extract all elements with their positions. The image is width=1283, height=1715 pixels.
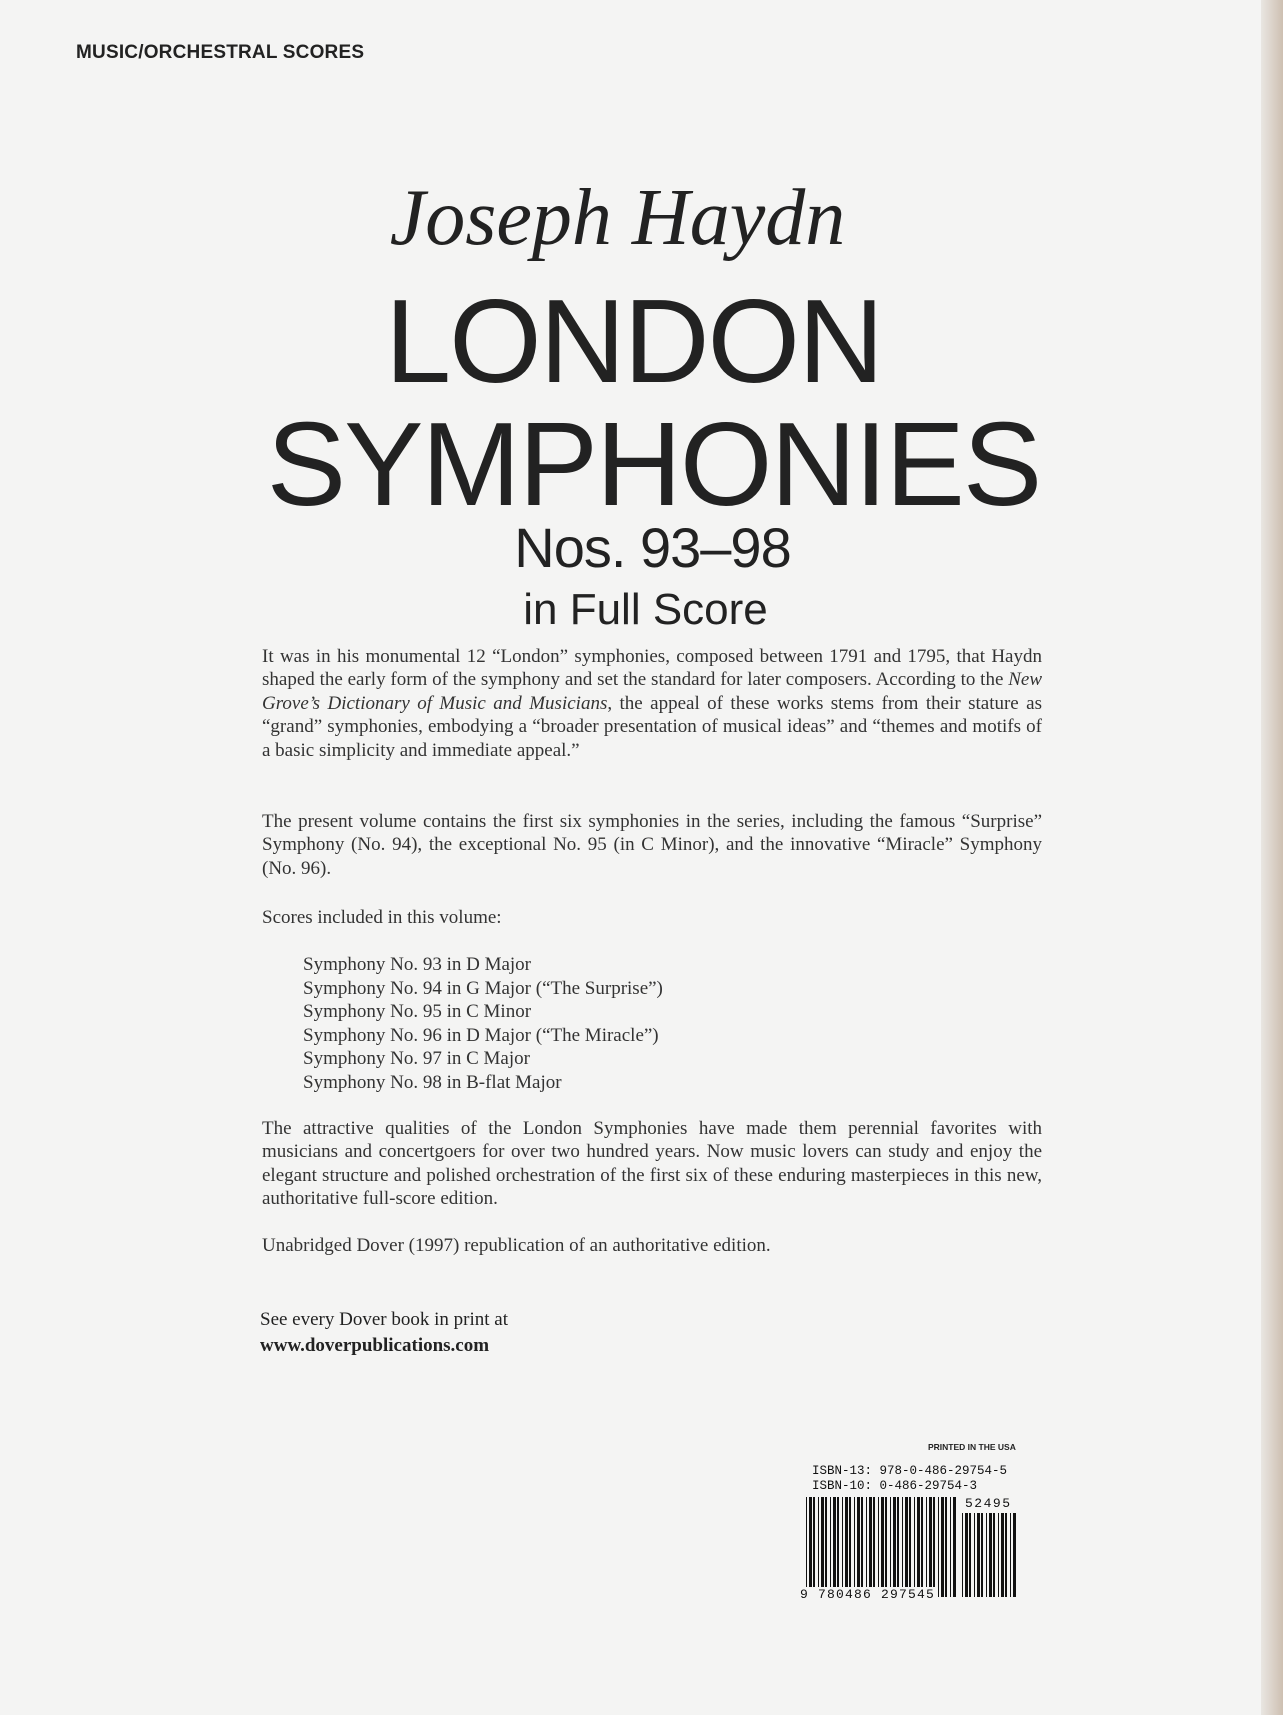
- barcode-bar: [974, 1513, 975, 1597]
- barcode-bar: [953, 1497, 956, 1597]
- barcode-bar: [837, 1497, 839, 1597]
- barcode-addon-digits: 52495: [965, 1496, 1012, 1511]
- edition-note: Unabridged Dover (1997) republication of an authoritative edition.: [262, 1235, 771, 1256]
- barcode-bar: [989, 1513, 992, 1597]
- symphony-numbers: Nos. 93–98: [514, 516, 791, 579]
- barcode-bar: [869, 1497, 872, 1597]
- description-paragraph-4: The attractive qualities of the London Symphonies have made them perennial favorites with musicians and concertgoers for over two hundred years. Now music lovers can study and enjoy the elegant structure and polished orchestration of the first six of these enduring masterpieces in this new, authoritative full-score edition.: [262, 1118, 1042, 1210]
- barcode-bar: [845, 1497, 848, 1597]
- barcode-bar: [977, 1513, 980, 1597]
- barcode-bar: [857, 1497, 860, 1597]
- barcode-bar: [813, 1497, 815, 1597]
- barcode-bar: [933, 1497, 935, 1597]
- title-line-1: LONDON: [384, 275, 883, 408]
- barcode-bar: [950, 1497, 951, 1597]
- subtitle: in Full Score: [523, 585, 768, 634]
- isbn-block: [812, 1464, 1007, 1494]
- barcode-bar: [909, 1497, 911, 1597]
- barcode-bar: [962, 1513, 963, 1597]
- score-item: Symphony No. 93 in D Major: [303, 954, 531, 975]
- p1-text-start: It was in his monumental 12 “London” symphonies, composed between 1791 and 1795, that Haydn shaped the early form of the symphony and set the standard for later composers. According to the: [262, 646, 1042, 691]
- barcode-bar: [965, 1513, 968, 1597]
- barcode-bar: [809, 1497, 812, 1597]
- barcode-bar: [866, 1497, 867, 1597]
- barcode-bar: [821, 1497, 824, 1597]
- barcode-bar: [921, 1497, 923, 1597]
- barcode-bar: [981, 1513, 983, 1597]
- barcode-bar: [969, 1513, 971, 1597]
- barcode-bar: [842, 1497, 843, 1597]
- score-item: Symphony No. 96 in D Major (“The Miracle”): [303, 1024, 659, 1046]
- barcode-bar: [938, 1497, 939, 1597]
- barcode-bar: [833, 1497, 836, 1597]
- barcode-bar: [926, 1497, 927, 1597]
- barcode-bar: [917, 1497, 920, 1597]
- barcode-bar: [998, 1513, 999, 1597]
- barcode-bar: [878, 1497, 879, 1597]
- barcode-ean-digits: 9 780486 297545: [800, 1587, 936, 1602]
- barcode-bar: [1010, 1513, 1011, 1597]
- barcode-bar: [905, 1497, 908, 1597]
- website-url[interactable]: www.doverpublications.com: [260, 1335, 490, 1356]
- barcode-bar: [861, 1497, 863, 1597]
- barcode-bar: [914, 1497, 915, 1597]
- p1-book-title: New Grove’s Dictionary of Music and Musicians: [262, 669, 1042, 714]
- title-line-2: SYMPHONIES: [266, 398, 1041, 531]
- score-item: Symphony No. 98 in B-flat Major: [303, 1071, 562, 1093]
- scores-list: [303, 953, 663, 1095]
- scores-intro: Scores included in this volume:: [262, 907, 502, 928]
- barcode-bar: [825, 1497, 827, 1597]
- printed-in-label: PRINTED IN THE USA: [928, 1442, 1016, 1452]
- score-item: Symphony No. 95 in C Minor: [303, 1001, 532, 1023]
- barcode-bar: [1001, 1513, 1004, 1597]
- barcode-bar: [818, 1497, 819, 1597]
- barcode-bar: [849, 1497, 851, 1597]
- isbn-10: ISBN-10: 0-486-29754-3: [812, 1479, 978, 1493]
- isbn-13: ISBN-13: 978-0-486-29754-5: [812, 1464, 1008, 1478]
- barcode-bar: [854, 1497, 855, 1597]
- barcode-bar: [806, 1497, 807, 1597]
- description-paragraph-1: [262, 645, 1042, 762]
- barcode-bar: [902, 1497, 903, 1597]
- composer-name: Joseph Haydn: [389, 174, 846, 262]
- barcode-bar: [873, 1497, 875, 1597]
- barcode-bar: [890, 1497, 891, 1597]
- barcode-bar: [1013, 1513, 1016, 1597]
- website-promo-text: See every Dover book in print at: [260, 1309, 508, 1330]
- barcode-bar: [893, 1497, 896, 1597]
- barcode-bar: [897, 1497, 899, 1597]
- description-paragraph-2: The present volume contains the first six symphonies in the series, including the famous “Surprise” Symphony (No. 94), the exceptional No. 95 (in C Minor), and the innovative “Miracle” Symphony (No. 96).: [262, 811, 1042, 879]
- barcode-bar: [945, 1497, 947, 1597]
- barcode-bar: [993, 1513, 995, 1597]
- barcode-bar: [941, 1497, 944, 1597]
- barcode-bar: [885, 1497, 887, 1597]
- p1-text-end: , the appeal of these works stems from their stature as “grand” symphonies, embodying a “broader presentation of musical ideas” and “themes and motifs of a basic simplicity and immediate appeal.”: [262, 692, 1042, 761]
- category-label: MUSIC/ORCHESTRAL SCORES: [76, 42, 365, 63]
- barcode-bar: [881, 1497, 884, 1597]
- score-item: Symphony No. 97 in C Major: [303, 1048, 530, 1070]
- score-item: Symphony No. 94 in G Major (“The Surprise”): [303, 977, 663, 999]
- barcode-bar: [929, 1497, 932, 1597]
- barcode-addon: [962, 1513, 1018, 1597]
- barcode-bar: [986, 1513, 987, 1597]
- barcode-bar: [830, 1497, 831, 1597]
- barcode-bar: [1005, 1513, 1007, 1597]
- website-promo: [260, 1307, 508, 1359]
- barcode-ean: [806, 1497, 958, 1597]
